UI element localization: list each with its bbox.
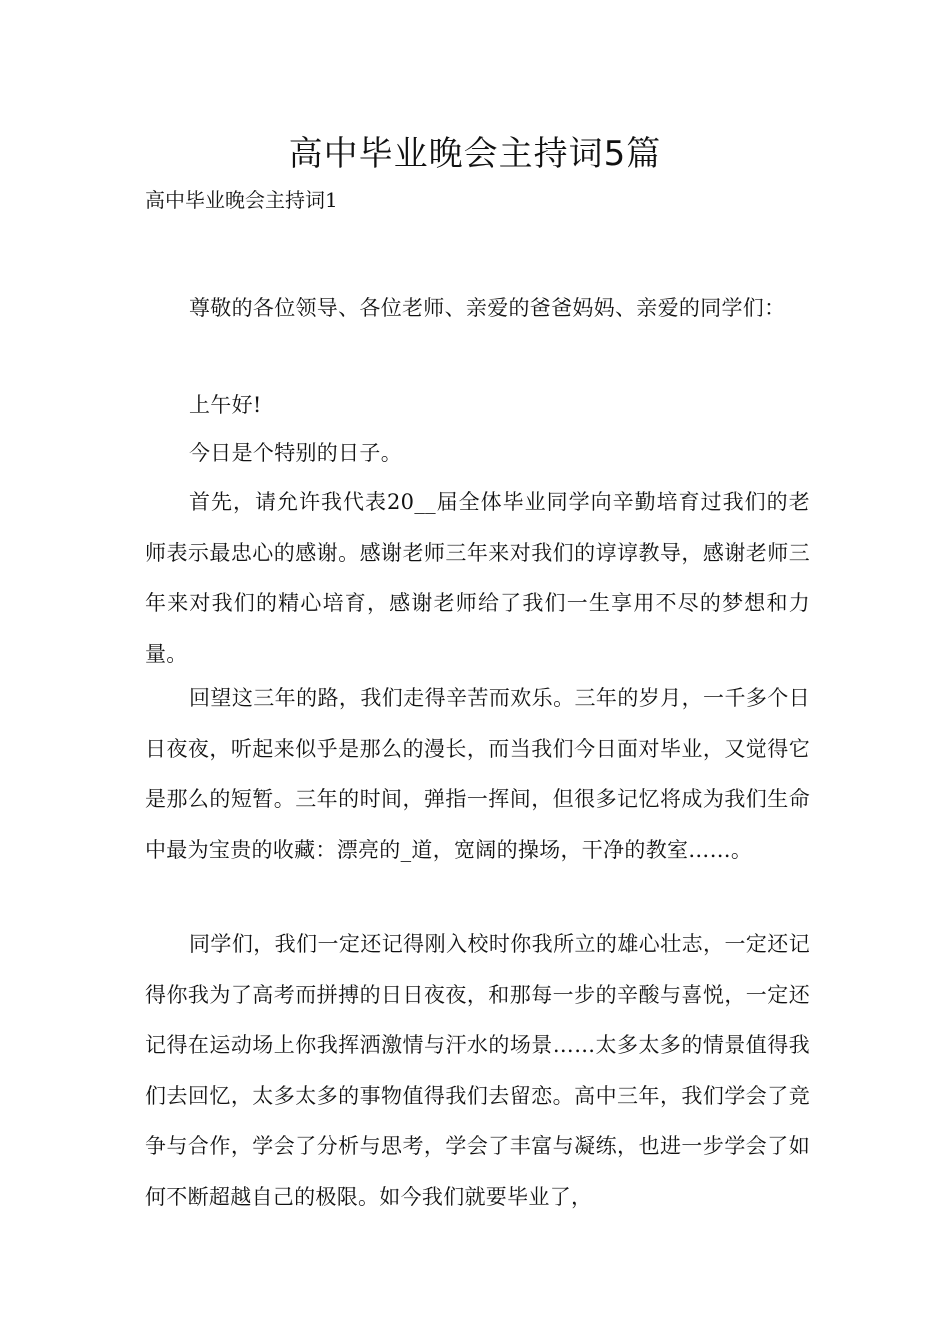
paragraph-morning: 上午好! bbox=[189, 393, 262, 417]
paragraph-today: 今日是个特别的日子。 bbox=[189, 441, 402, 465]
document-title: 高中毕业晚会主持词5篇 bbox=[288, 134, 662, 174]
paragraph-thanks: 首先，请允许我代表20__届全体毕业同学向辛勤培育过我们的老师表示最忠心的感谢。感谢老师三年来对我们的谆谆教导，感谢老师三年来对我们的精心培育，感谢老师给了我们一生享用不尽的梦想和力量。 bbox=[145, 490, 810, 666]
paragraph-greeting: 尊敬的各位领导、各位老师、亲爱的爸爸妈妈、亲爱的同学们： bbox=[189, 296, 786, 320]
paragraph-classmates: 同学们，我们一定还记得刚入校时你我所立的雄心壮志，一定还记得你我为了高考而拼搏的日日夜夜，和那每一步的辛酸与喜悦，一定还记得在运动场上你我挥洒激情与汗水的场景……太多太多的情景值得我们去回忆，太多太多的事物值得我们去留恋。高中三年，我们学会了竞争与合作，学会了分析与思考，学会了丰富与凝练，也进一步学会了如何不断超越自己的极限。如今我们就要毕业了， bbox=[145, 932, 810, 1209]
paragraph-look-back: 回望这三年的路，我们走得辛苦而欢乐。三年的岁月，一千多个日日夜夜，听起来似乎是那么的漫长，而当我们今日面对毕业，又觉得它是那么的短暂。三年的时间，弹指一挥间，但很多记忆将成为我们生命中最为宝贵的收藏：漂亮的_道，宽阔的操场，干净的教室……。 bbox=[145, 686, 810, 862]
section-heading: 高中毕业晚会主持词1 bbox=[145, 188, 338, 212]
